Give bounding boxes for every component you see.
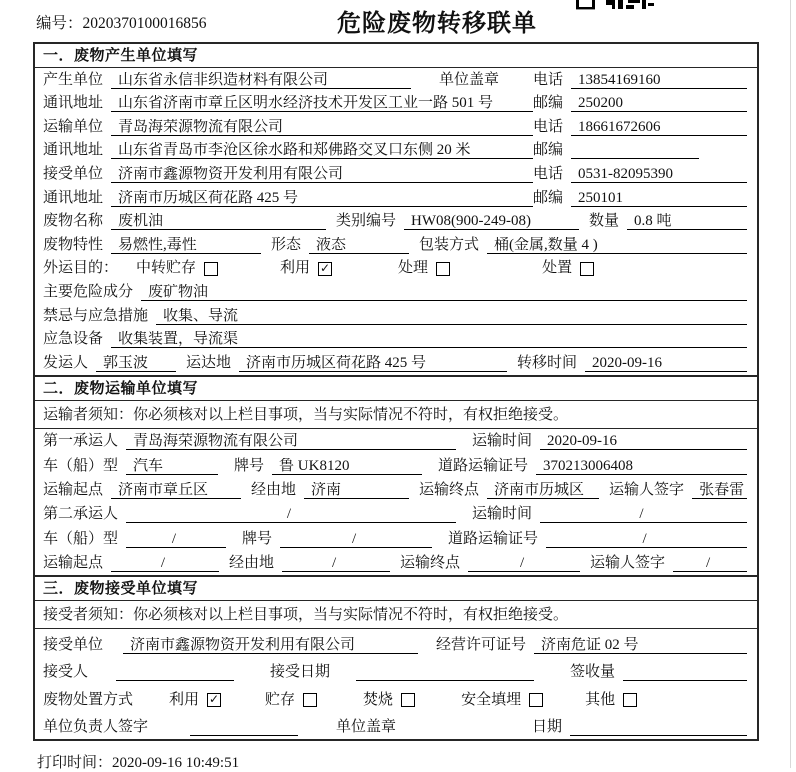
row-left [43,119,533,136]
producer-postcode-field[interactable]: 250200 [571,95,747,112]
packaging-field[interactable]: 桶(金属,数量 4 ) [487,237,747,254]
field-label: 牌号 [242,530,273,547]
field-label: 接受日期 [270,664,331,681]
field-label: 接受单位 [43,165,104,182]
row-left [43,142,533,159]
plate-number-2-field[interactable]: / [280,531,432,548]
quantity-field[interactable]: 0.8 吨 [627,213,747,230]
field-label: 经营许可证号 [436,636,527,653]
field-label: 通讯地址 [43,142,104,159]
form-row [35,712,757,740]
form-row [35,629,757,657]
checkbox-disposal-store[interactable] [303,693,317,707]
checkbox-disposal-store-group [265,692,317,709]
precaution-measures-field[interactable]: 收集、导流 [156,308,747,325]
producer-address-field[interactable]: 山东省济南市章丘区明水经济技术开发区工业一路 501 号 [111,95,533,112]
print-time-value: 2020-09-16 10:49:51 [112,755,240,771]
checkbox-label: 利用 [280,260,311,277]
via-2-field[interactable]: / [282,555,390,572]
form-row [35,92,757,116]
field-label: 废物名称 [43,213,104,230]
field-label: 数量 [589,213,620,230]
road-permit-2-field[interactable]: / [546,531,747,548]
checkbox-utilize[interactable]: ✓ [320,260,331,275]
field-label: 牌号 [234,457,265,474]
field-label: 应急设备 [43,331,104,348]
field-label: 经由地 [229,555,275,572]
row-left [43,213,747,230]
row-left [43,664,747,681]
field-label: 接受单位 [43,636,104,653]
form-row [35,429,757,453]
field-label: 包装方式 [419,236,480,253]
origin-1-field[interactable]: 济南市章丘区 [111,482,241,499]
section-title: 一．废物产生单位填写 [35,44,757,68]
form-row [35,478,757,502]
form-row [35,684,757,712]
row-right [533,166,747,183]
transporter-address-field[interactable]: 山东省青岛市李沧区徐水路和郑佛路交叉口东侧 20 米 [111,142,533,159]
field-label: 运输时间 [472,433,533,450]
checkbox-disposal-other-group [585,692,637,709]
responsible-signature-field[interactable] [190,719,298,736]
transporter-postcode-field[interactable] [571,142,699,159]
field-label: 废物处置方式 [43,691,134,708]
form-row [35,351,757,375]
transfer-date-field[interactable]: 2020-09-16 [585,355,747,372]
checkbox-dispose[interactable] [580,262,594,276]
transporter-phone-field[interactable]: 18661672606 [571,119,747,136]
section-producer [35,44,757,375]
accept-unit-field[interactable]: 济南市鑫源物资开发利用有限公司 [123,637,418,654]
row-left [43,458,747,475]
field-label: 运输人签字 [590,555,666,572]
receiver-address-field[interactable]: 济南市历城区荷花路 425 号 [111,190,533,207]
field-label: 形态 [271,236,302,253]
field-label: 第一承运人 [43,433,119,450]
road-permit-1-field[interactable]: 370213006408 [536,458,747,475]
receiver-phone-field[interactable]: 0531-82095390 [571,166,747,183]
checkbox-label: 处理 [398,260,429,277]
checkbox-dispose-group [542,260,594,277]
license-number-field[interactable]: 济南危证 02 号 [534,637,747,654]
transfer-manifest-form [33,42,759,741]
plate-number-1-field[interactable]: 鲁 UK8120 [272,458,422,475]
field-label: 转移时间 [517,354,578,371]
form-row [35,186,757,210]
row-left [43,284,747,301]
row-left [43,72,533,89]
page-title: 危险废物转移联单 [337,11,537,37]
section-note: 接受者须知：你必须核对以上栏目事项，当与实际情况不符时，有权拒绝接受。 [35,601,757,629]
row-left [43,433,747,450]
row-left [43,190,533,207]
form-row [35,453,757,477]
consignor-field[interactable]: 郭玉波 [96,355,176,372]
field-label: 第二承运人 [43,506,119,523]
form-row [35,233,757,257]
form-state-field[interactable]: 液态 [309,237,409,254]
checkbox-transfer-storage-group [136,260,218,277]
field-label: 外运目的： [43,260,119,277]
section-receiver [35,575,757,739]
field-label: 道路运输证号 [438,457,529,474]
form-row [35,551,757,575]
unit-seal-label: 单位盖章 [439,71,500,88]
checkbox-label: 中转贮存 [136,260,197,277]
terminus-1-field[interactable]: 济南市历城区 [487,482,599,499]
checkbox-label: 利用 [169,691,200,708]
first-carrier-field[interactable]: 青岛海荣源物流有限公司 [126,433,456,450]
vehicle-type-1-field[interactable]: 汽车 [126,458,218,475]
field-label: 单位负责人签字 [43,719,149,736]
field-label: 邮编 [533,95,564,112]
via-1-field[interactable]: 济南 [304,482,409,499]
row-left [43,482,747,499]
row-left [43,355,747,372]
transporter-unit-field[interactable]: 青岛海荣源物流有限公司 [111,119,533,136]
field-label: 运输起点 [43,481,104,498]
category-code-field[interactable]: HW08(900-249-08) [404,213,579,230]
accept-sign-date-field[interactable] [570,719,747,736]
receiver-unit-field[interactable]: 济南市鑫源物资开发利用有限公司 [111,166,533,183]
field-label: 日期 [532,719,563,736]
form-number-label: 编号： [36,15,83,32]
carrier-signature-1-field[interactable]: 张春雷 [692,482,747,499]
producer-unit-field[interactable]: 山东省永信非织造材料有限公司 [111,72,411,89]
row-right [533,119,747,136]
checkbox-transfer-storage[interactable] [204,262,218,276]
field-label: 运输单位 [43,118,104,135]
section-title: 二．废物运输单位填写 [35,377,757,401]
form-row [35,68,757,92]
field-label: 运达地 [186,354,232,371]
form-row [35,210,757,234]
row-right [533,190,747,207]
row-left [43,506,747,523]
field-label: 道路运输证号 [448,530,539,547]
field-label: 发运人 [43,354,89,371]
form-number-value: 2020370100016856 [82,15,207,32]
waste-name-field[interactable]: 废机油 [111,213,326,230]
field-label: 通讯地址 [43,189,104,206]
field-label: 通讯地址 [43,95,104,112]
row-left [43,692,747,709]
producer-phone-field[interactable]: 13854169160 [571,72,747,89]
form-row [35,502,757,526]
print-time-label: 打印时间： [37,755,113,771]
checkbox-label: 贮存 [265,691,296,708]
checkbox-treat-group [398,260,450,277]
form-row [35,139,757,163]
transport-date-2-field[interactable]: / [540,506,747,523]
row-left [43,331,747,348]
field-label: 接受人 [43,664,89,681]
waste-characteristic-field[interactable]: 易燃性,毒性 [111,237,261,254]
field-label: 运输时间 [472,506,533,523]
terminus-2-field[interactable]: / [468,555,580,572]
checkbox-disposal-other[interactable] [623,693,637,707]
receiver-postcode-field[interactable]: 250101 [571,190,747,207]
form-row [35,657,757,685]
second-carrier-field[interactable]: / [126,506,456,523]
form-row [35,162,757,186]
row-left [43,308,747,325]
checkbox-label: 安全填埋 [461,691,522,708]
field-label: 类别编号 [336,213,397,230]
row-left [43,531,747,548]
section-transporter [35,375,757,575]
row-left [43,637,747,654]
field-label: 签收量 [570,664,616,681]
field-label: 运输人签字 [609,481,685,498]
form-row [35,526,757,550]
field-label: 主要危险成分 [43,283,134,300]
acceptor-field[interactable] [116,664,234,681]
field-label: 电话 [533,71,564,88]
row-left [43,260,747,277]
row-right [533,95,747,112]
row-left [43,555,747,572]
receiver-seal-label: 单位盖章 [336,719,397,736]
transport-date-1-field[interactable]: 2020-09-16 [540,433,747,450]
checkbox-label: 其他 [585,691,616,708]
origin-2-field[interactable]: / [111,555,219,572]
row-right [533,72,747,89]
row-left [43,719,747,736]
field-label: 运输终点 [419,481,480,498]
row-left [43,237,747,254]
field-label: 电话 [533,165,564,182]
checkbox-utilize-group [280,260,332,277]
field-label: 禁忌与应急措施 [43,307,149,324]
section-title: 三．废物接受单位填写 [35,577,757,601]
row-left [43,95,533,112]
checkbox-disposal-utilize[interactable]: ✓ [209,692,220,707]
field-label: 运输起点 [43,555,104,572]
checkbox-treat[interactable] [436,262,450,276]
form-row [35,280,757,304]
field-label: 废物特性 [43,236,104,253]
checkbox-disposal-incinerate-group [363,692,415,709]
form-row [35,115,757,139]
qr-code-fragment-icon [576,0,656,11]
checkbox-disposal-landfill-group [461,692,543,709]
row-left [43,166,533,183]
row-right [533,142,747,159]
field-label: 邮编 [533,189,564,206]
checkbox-disposal-utilize-group [169,692,221,709]
field-label: 车（船）型 [43,457,119,474]
accept-date-field[interactable] [356,664,534,681]
form-row [35,328,757,352]
field-label: 电话 [533,118,564,135]
field-label: 经由地 [251,481,297,498]
field-label: 产生单位 [43,71,104,88]
emergency-equipment-field[interactable]: 收集装置，导流渠 [111,331,747,348]
vehicle-type-2-field[interactable]: / [126,531,226,548]
field-label: 运输终点 [400,555,461,572]
page-edge-divider [790,0,791,768]
received-quantity-field[interactable] [623,664,747,681]
form-row [35,257,757,281]
form-row [35,304,757,328]
print-time [37,751,239,772]
checkbox-label: 焚烧 [363,691,394,708]
field-label: 邮编 [533,142,564,159]
carrier-signature-2-field[interactable]: / [673,555,747,572]
checkbox-disposal-landfill[interactable] [529,693,543,707]
hazardous-components-field[interactable]: 废矿物油 [141,284,747,301]
field-label: 车（船）型 [43,530,119,547]
checkbox-disposal-incinerate[interactable] [401,693,415,707]
section-note: 运输者须知：你必须核对以上栏目事项，当与实际情况不符时，有权拒绝接受。 [35,401,757,429]
destination-field[interactable]: 济南市历城区荷花路 425 号 [239,355,507,372]
checkbox-label: 处置 [542,260,573,277]
